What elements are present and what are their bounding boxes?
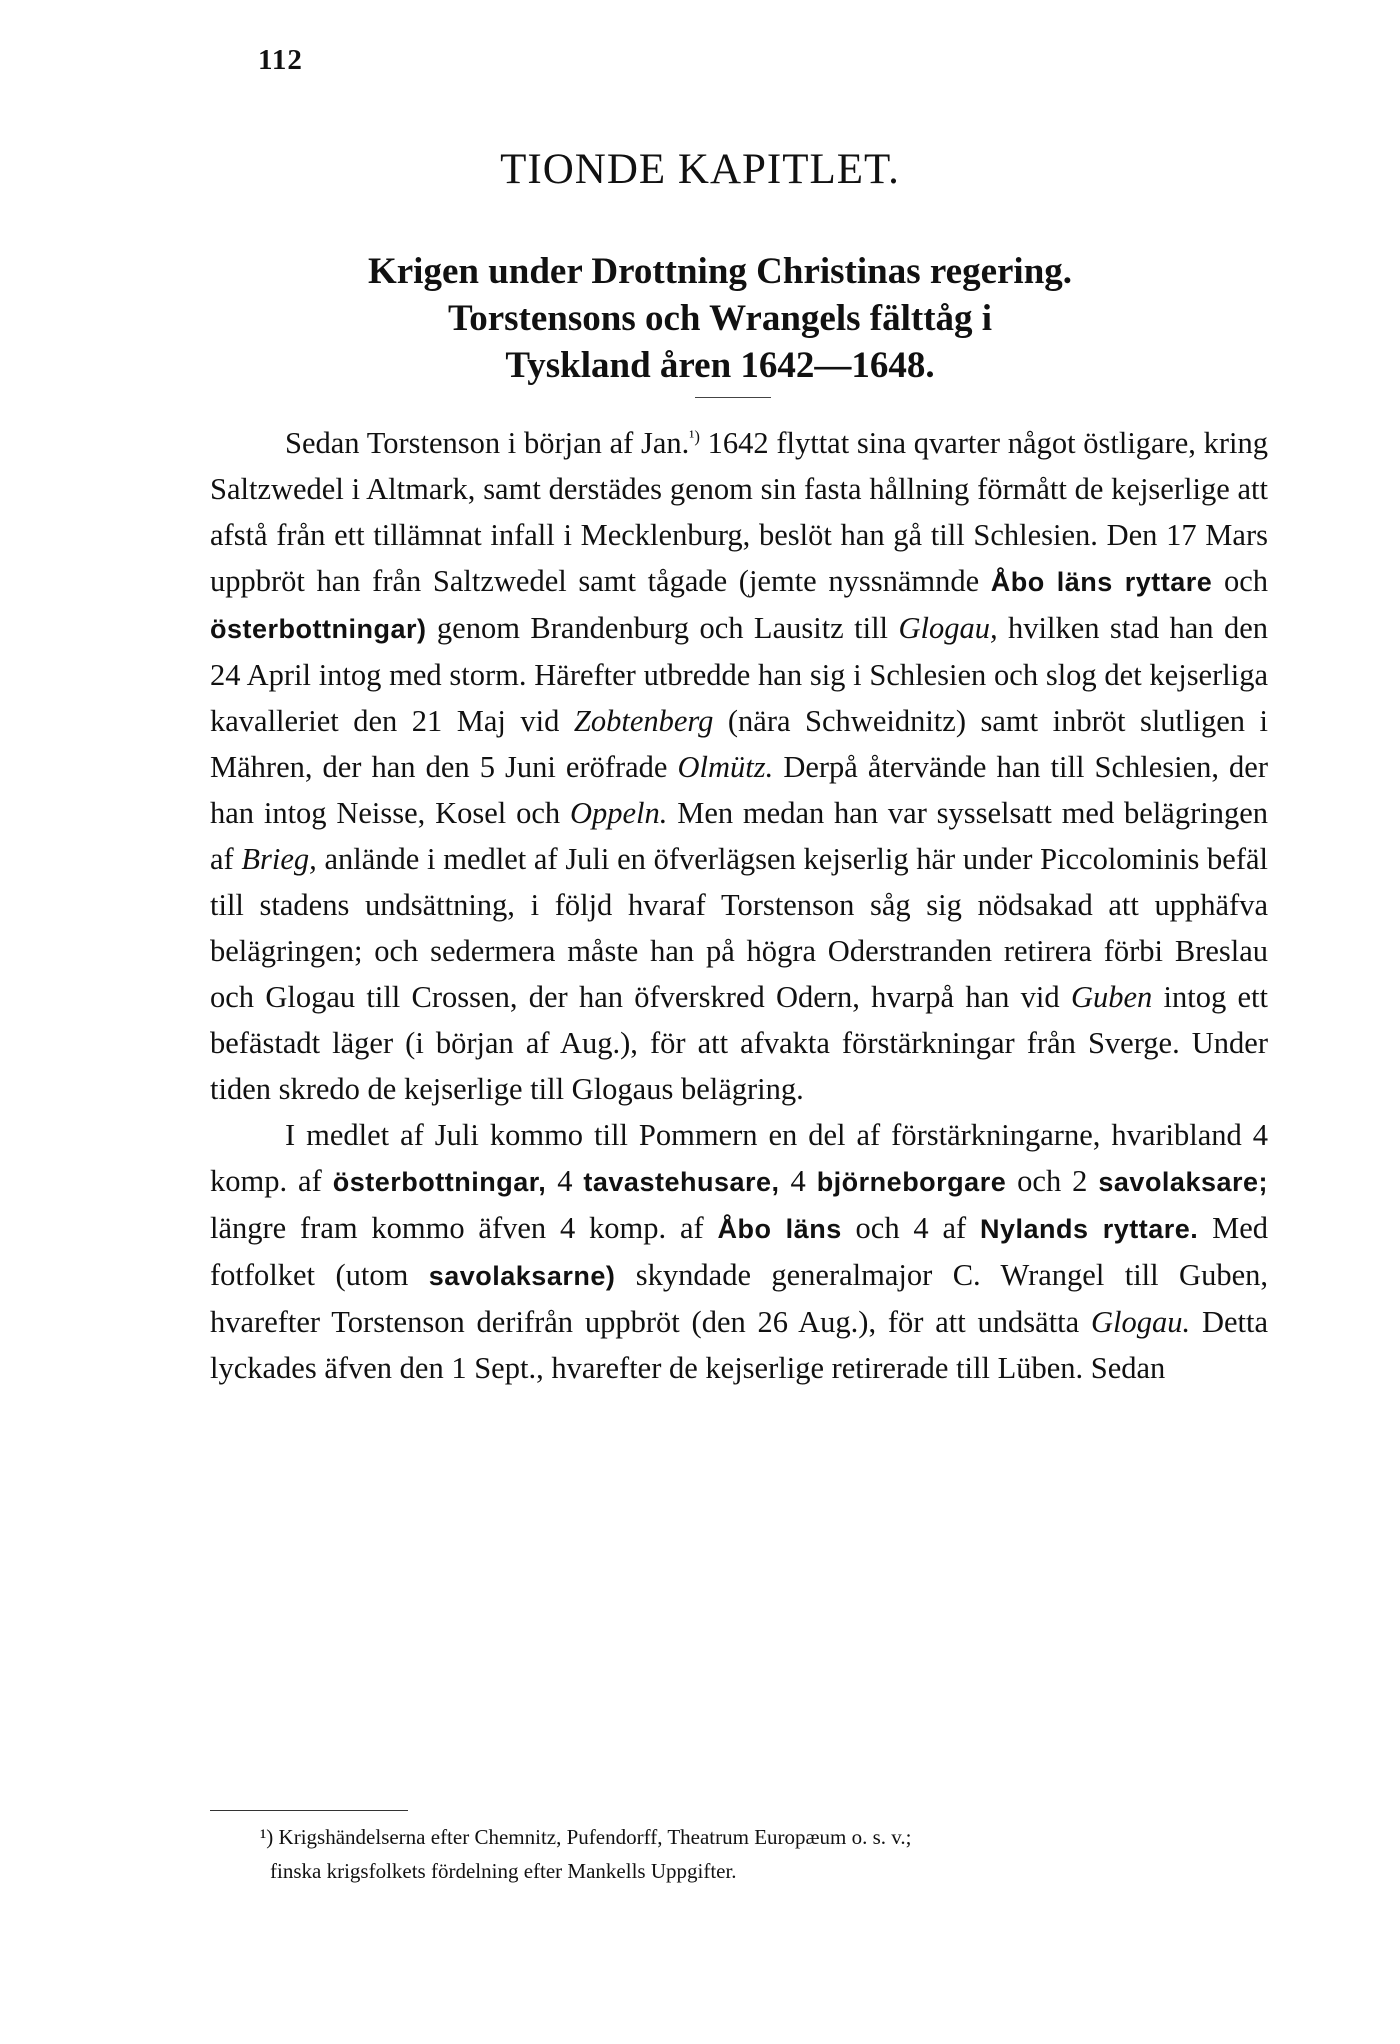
body-text bbox=[210, 420, 1268, 1391]
text-run: skyndade generalmajor C. Wrangel till Guben, hvarefter Torstenson derifrån uppbröt (den 26 Aug.), för att undsätta bbox=[210, 1258, 1268, 1339]
footnote-line-2: finska krigsfolkets fördelning efter Mankells Uppgifter. bbox=[270, 1859, 737, 1883]
spaced-text: Åbo läns bbox=[717, 1214, 842, 1244]
spaced-text: savolaksarne) bbox=[428, 1261, 616, 1291]
text-run: och 4 af bbox=[841, 1211, 980, 1245]
italic-place: Olmütz. bbox=[677, 750, 774, 784]
italic-place: Zobtenberg bbox=[573, 704, 714, 738]
chapter-heading bbox=[300, 248, 1140, 389]
spaced-text: österbottningar) bbox=[210, 614, 427, 644]
text-run: 4 bbox=[546, 1164, 584, 1198]
heading-line-1: Krigen under Drottning Christinas regering. bbox=[367, 251, 1073, 292]
text-run: längre fram kommo äfven 4 komp. af bbox=[210, 1211, 718, 1245]
heading-line-2: Torstensons och Wrangels fälttåg i bbox=[447, 298, 993, 339]
text-run: och 2 bbox=[1006, 1164, 1099, 1198]
text-run: anlände i medlet af Juli en öfverlägsen kejserlig här under Piccolominis befäl till stadens undsättning, i följd hvaraf Torstenson såg sig nödsakad att upphäfva belägringen; och sedermera måste han på högra Oderstranden retirera förbi Breslau och Glogau till Crossen, der han öfverskred Odern, hvarpå han vid bbox=[210, 842, 1268, 1014]
text-run: Detta lyckades äfven den 1 Sept., hvarefter de kejserlige retirerade till Lüben. Sedan bbox=[210, 1305, 1268, 1385]
text-run: 1642 flyttat sina qvarter något östligare, kring Saltzwedel i Altmark, samt derstädes genom sin fasta hållning förmått de kejserlige att afstå från ett tillämnat infall i Mecklenburg, beslöt han gå till Schlesien. Den 17 Mars uppbröt han från Saltzwedel samt tågade (jemte nyssnämnde bbox=[210, 426, 1268, 598]
text-run: och bbox=[1212, 564, 1268, 598]
italic-place: Oppeln. bbox=[569, 796, 668, 830]
heading-divider bbox=[695, 397, 771, 398]
spaced-text: savolaksare; bbox=[1098, 1167, 1269, 1197]
spaced-text: österbottningar, bbox=[332, 1167, 547, 1197]
footnote-rule bbox=[210, 1810, 408, 1811]
italic-place: Glogau. bbox=[1091, 1305, 1191, 1339]
text-run: Men medan han var sysselsatt med belägringen af bbox=[210, 796, 1269, 876]
heading-line-3: Tyskland åren 1642—1648. bbox=[505, 345, 935, 386]
paragraph-2 bbox=[210, 1112, 1268, 1391]
spaced-text: tavastehusare, bbox=[583, 1167, 780, 1197]
italic-place: Glogau, bbox=[898, 611, 998, 645]
page-number: 112 bbox=[258, 44, 303, 76]
text-run: 4 bbox=[779, 1164, 817, 1198]
spaced-text: Nylands ryttare. bbox=[979, 1214, 1199, 1244]
spaced-text: björneborgare bbox=[816, 1167, 1007, 1197]
footnote-marker: ¹) bbox=[260, 1825, 274, 1849]
italic-place: Brieg, bbox=[241, 842, 317, 876]
text-run: Derpå återvände han till Schlesien, der han intog Neisse, Kosel och bbox=[210, 750, 1268, 830]
text-run: genom Brandenburg och Lausitz till bbox=[426, 611, 899, 645]
chapter-title: TIONDE KAPITLET. bbox=[500, 146, 900, 193]
footnote bbox=[210, 1820, 1270, 1888]
text-run: Med fotfolket (utom bbox=[210, 1211, 1268, 1292]
footnote-line-1 bbox=[210, 1820, 1270, 1854]
text-run: intog ett befästadt läger (i början af Aug.), för att afvakta förstärkningar från Sverge. Under tiden skredo de kejserlige till Glogaus belägring. bbox=[210, 980, 1269, 1106]
footnote-ref: ¹) bbox=[689, 426, 700, 446]
italic-place: Guben bbox=[1070, 980, 1153, 1014]
footnote-text: Krigshändelserna efter Chemnitz, Pufendorff, Theatrum Europæum o. s. v.; bbox=[273, 1825, 912, 1849]
text-run: I medlet af Juli kommo till Pommern en del af förstärkningarne, hvaribland 4 komp. af bbox=[210, 1118, 1268, 1198]
text-run: (nära Schweidnitz) samt inbröt slutligen i Mähren, der han den 5 Juni eröfrade bbox=[210, 704, 1268, 784]
spaced-text: Åbo läns ryttare bbox=[990, 567, 1213, 597]
text-run: hvilken stad han den 24 April intog med storm. Härefter utbredde han sig i Schlesien och slog det kejserliga kavalleriet den 21 Maj vid bbox=[210, 611, 1268, 738]
text-run: Sedan Torstenson i början af Jan. bbox=[285, 426, 690, 460]
paragraph-1 bbox=[210, 420, 1268, 1112]
